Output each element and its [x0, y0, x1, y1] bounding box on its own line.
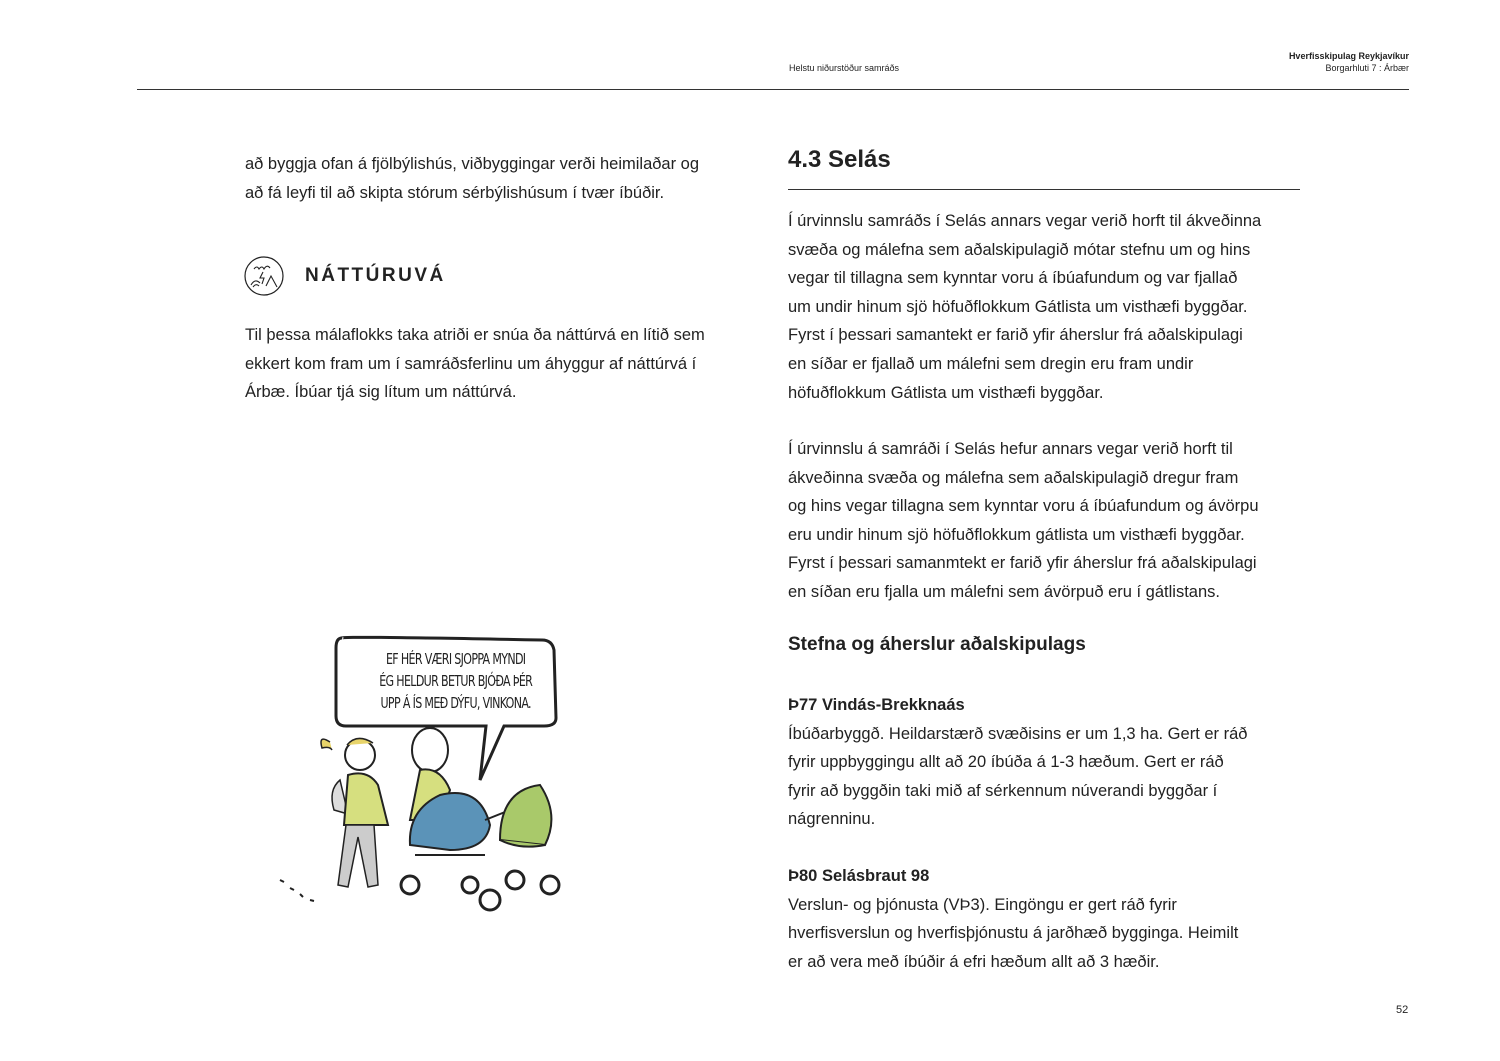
- speech-line: EF HÉR VÆRI SJOPPA MYNDI: [385, 650, 526, 668]
- running-header-document: [1289, 50, 1409, 74]
- text-line: að fá leyfi til að skipta stórum sérbýlishúsum í tvær íbúðir.: [245, 183, 665, 202]
- text-line: Fyrst í þessari samanmtekt er farið yfir áherslur frá aðalskipulagi: [788, 554, 1257, 573]
- text-line: Verslun- og þjónusta (VÞ3). Eingöngu er gert ráð fyrir: [788, 895, 1177, 914]
- paragraph-2: [788, 435, 1308, 607]
- text-line: að byggja ofan á fjölbýlishús, viðbyggingar verði heimilaðar og: [245, 155, 700, 173]
- speech-line: ÉG HELDUR BETUR BJÓÐA ÞÉR: [379, 672, 533, 690]
- text-line: nágrenninu.: [788, 810, 876, 829]
- document-title: Hverfisskipulag Reykjavíkur: [1288, 51, 1409, 61]
- cartoon-speech-bubble: [345, 648, 566, 714]
- text-line: ákveðinna svæða og málefna sem aðalskipulagið dregur fram: [788, 468, 1239, 487]
- text-line: fyrir uppbyggingu allt að 20 íbúða á 1-3 hæðum. Gert er ráð: [788, 753, 1224, 772]
- plan-item: [788, 862, 1308, 976]
- page-number: 52: [1396, 1004, 1409, 1016]
- text-line: Í úrvinnslu á samráði í Selás hefur annars vegar verið horft til: [788, 440, 1233, 458]
- text-line: en síðan eru fjalla um málefni sem ávörpuð eru í gátlistans.: [788, 582, 1220, 601]
- text-line: höfuðflokkum Gátlista um visthæfi byggðar.: [788, 383, 1104, 402]
- header-divider: [137, 89, 1409, 90]
- text-line: en síðar er fjallað um málefni sem dregin eru fram undir: [788, 354, 1194, 373]
- text-line: ekkert kom fram um í samráðsferlinu um áhyggur af náttúrvá í: [245, 354, 697, 373]
- text-line: er að vera með íbúðir á efri hæðum allt að 3 hæðir.: [788, 952, 1160, 971]
- plan-item-title: Þ77 Vindás-Brekknaás: [788, 696, 965, 714]
- text-line: vegar til tillagna sem kynntar voru á íbúafundum og var fjallað: [788, 269, 1238, 288]
- text-line: Árbæ. Íbúar tjá sig lítum um náttúrvá.: [245, 383, 517, 402]
- text-line: og hins vegar tillagna sem kynntar voru á íbúafundum og ávörpu: [788, 497, 1259, 516]
- section-divider: [788, 189, 1300, 190]
- plan-item-title: Þ80 Selásbraut 98: [788, 867, 930, 885]
- category-heading: [244, 256, 446, 296]
- text-line: Til þessa málaflokks taka atriði er snúa ða náttúrvá en lítið sem: [245, 326, 705, 344]
- subheading: Stefna og áherslur aðalskipulags: [788, 634, 1086, 655]
- document-subtitle: Borgarhluti 7 : Árbær: [1325, 63, 1409, 73]
- text-line: fyrir að byggðin taki mið af sérkennum núverandi byggðar í: [788, 781, 1218, 800]
- text-line: hverfisverslun og hverfisþjónustu á jarðhæð bygginga. Heimilt: [788, 924, 1239, 943]
- text-line: um undir hinum sjö höfuðflokkum Gátlista um visthæfi byggðar.: [788, 297, 1248, 316]
- text-line: svæða og málefna sem aðalskipulagið mótar stefnu um og hins: [788, 240, 1251, 259]
- category-paragraph: [245, 321, 755, 407]
- text-line: Í úrvinnslu samráðs í Selás annars vegar verið horft til ákveðinna: [788, 212, 1262, 230]
- intro-paragraph: [245, 150, 755, 207]
- section-title: 4.3 Selás: [788, 146, 891, 173]
- text-line: Íbúðarbyggð. Heildarstærð svæðisins er um 1,3 ha. Gert er ráð: [788, 724, 1248, 743]
- nature-hazard-icon: [244, 256, 284, 296]
- text-line: Fyrst í þessari samantekt er farið yfir áherslur frá aðalskipulagi: [788, 326, 1243, 345]
- running-header-section: Helstu niðurstöður samráðs: [789, 63, 900, 73]
- paragraph-1: [788, 207, 1308, 407]
- speech-line: UPP Á ÍS MEÐ DÝFU, VINKONA.: [380, 694, 531, 712]
- text-line: eru undir hinum sjö höfuðflokkum gátlista um visthæfi byggðar.: [788, 525, 1245, 544]
- category-label: NÁTTÚRUVÁ: [305, 265, 446, 286]
- plan-item: [788, 691, 1308, 834]
